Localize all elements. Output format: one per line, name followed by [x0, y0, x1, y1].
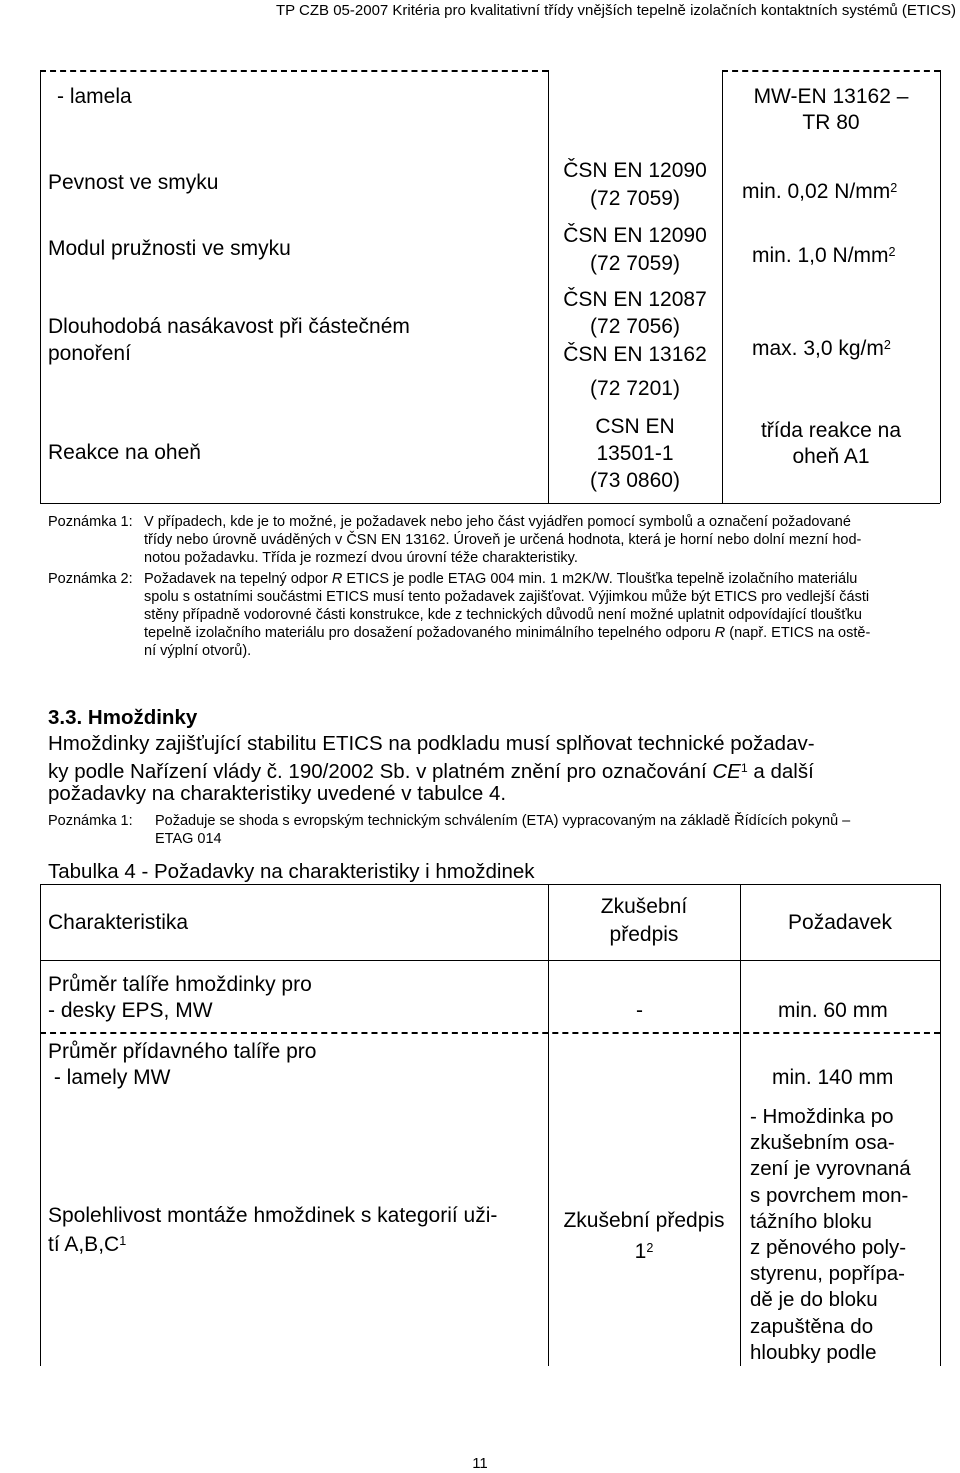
shear-modulus-label: Modul pružnosti ve smyku [48, 237, 291, 260]
anchor-reliability-label-line2: tí $A,B,C^1$ [48, 1233, 127, 1256]
water-absorption-requirement: max. 3,0 $kg/m^2$ [752, 337, 891, 360]
water-absorption-standard-1-code: (72 7056) [590, 315, 680, 338]
section-paragraph-line2: ky podle Nařízení vlády č. 190/2002 Sb. v platném znění pro označování $CE^1$ a další [48, 760, 814, 783]
water-absorption-standard-2-code: (72 7201) [590, 377, 680, 400]
shear-modulus-requirement: min. 1,0 $N/mm^2$ [752, 244, 896, 267]
fire-reaction-standard-number: 13501-1 [596, 442, 674, 465]
anchor-reliability-label-line1: Spolehlivost montáže hmoždinek s kategorií uži- [48, 1204, 498, 1227]
shear-modulus-standard-code: (72 7059) [590, 252, 680, 275]
shear-strength-standard: ČSN EN 12090 [563, 159, 707, 182]
table4-header-requirement: Požadavek [788, 911, 892, 934]
water-absorption-label-line2: ponoření [48, 342, 131, 365]
fire-reaction-standard: CSN EN [595, 415, 675, 438]
section-paragraph-line3: požadavky na charakteristiky uvedené v tabulce 4. [48, 782, 507, 805]
note-2-label: Poznámka 2: [48, 571, 133, 587]
water-absorption-standard-2: ČSN EN 13162 [563, 343, 707, 366]
table4-header-test-line1: Zkušební [600, 895, 688, 918]
table4-caption: Tabulka 4 - Požadavky na charakteristiky i hmoždinek [48, 860, 535, 883]
anchor-reliability-standard-ref: $1^2$ [634, 1240, 654, 1263]
plate-diameter-requirement: min. 60 mm [778, 999, 888, 1022]
fire-reaction-label: Reakce na oheň [48, 441, 201, 464]
page-number: 11 [472, 1455, 488, 1472]
table4-header-test-line2: předpis [609, 923, 679, 946]
fire-reaction-standard-code: (73 0860) [590, 469, 680, 492]
shear-strength-label: Pevnost ve smyku [48, 171, 219, 194]
plate-diameter-label-line2: - desky EPS, MW [48, 999, 213, 1022]
note-1-line2: třídy nebo úrovně uváděných v ČSN EN 13162. Úroveň je určená hodnota, která je horní nebo dolní mezní hod- [144, 532, 862, 548]
note-2-line3: stěny případně vodorovné části konstrukce, kde z technických důvodů není možné uplatnit odpovídající tloušťku [144, 607, 862, 623]
fire-reaction-requirement-line1: třída reakce na [760, 419, 902, 442]
anchor-reliability-requirement: - Hmoždinka po zkušebním osa- zení je vyrovnaná s povrchem mon- tážního bloku z pěnového poly- styrenu, popřípa- dě je do bloku zapuštěna do hloubky podle [750, 1105, 911, 1364]
lamela-requirement-line1: MW-EN 13162 – [753, 85, 909, 108]
running-header: TP CZB 05-2007 Kritéria pro kvalitativní třídy vnějších tepelně izolačních kontaktních systémů (ETICS) [275, 2, 956, 19]
note-2-line5: ní výplní otvorů). [144, 643, 252, 659]
section-note-label: Poznámka 1: [48, 813, 133, 829]
lamela-requirement-line2: TR 80 [802, 111, 860, 134]
section-heading: 3.3. Hmoždinky [48, 706, 198, 729]
water-absorption-standard-1: ČSN EN 12087 [563, 288, 707, 311]
table4-header-characteristic: Charakteristika [48, 911, 189, 934]
note-1-line3: notou požadavku. Třída je rozmezí dvou úrovní téže charakteristiky. [144, 550, 578, 566]
extra-plate-requirement: min. 140 mm [772, 1066, 894, 1089]
shear-strength-standard-code: (72 7059) [590, 187, 680, 210]
anchor-reliability-standard: Zkušební předpis [563, 1209, 725, 1232]
plate-diameter-standard: - [636, 999, 643, 1022]
section-note-line2: ETAG 014 [155, 831, 222, 847]
section-paragraph-line1: Hmoždinky zajišťující stabilitu ETICS na podkladu musí splňovat technické požadav- [48, 732, 815, 755]
water-absorption-label-line1: Dlouhodobá nasákavost při částečném [48, 315, 410, 338]
lamela-label: - lamela [57, 85, 132, 108]
note-2-line2: spolu s ostatními součástmi ETICS musí tento požadavek zajišťovat. Výjimkou může být ETICS pro vedlejší části [144, 589, 870, 605]
note-2-line4: tepelně izolačního materiálu pro dosažení požadovaného minimálního tepelného odporu R (např. ETICS na ostě- [144, 625, 871, 641]
note-1-line1: V případech, kde je to možné, je požadavek nebo jeho část vyjádřen pomocí symbolů a označení požadované [144, 514, 851, 530]
extra-plate-label-line2: - lamely MW [48, 1066, 171, 1089]
extra-plate-label-line1: Průměr přídavného talíře pro [48, 1040, 317, 1063]
note-1-label: Poznámka 1: [48, 514, 133, 530]
shear-modulus-standard: ČSN EN 12090 [563, 224, 707, 247]
fire-reaction-requirement-line2: oheň A1 [792, 445, 870, 468]
section-note-line1: Požaduje se shoda s evropským technickým schválením (ETA) vypracovaným na základě Řídících pokynů – [155, 813, 851, 829]
plate-diameter-label-line1: Průměr talíře hmoždinky pro [48, 973, 312, 996]
shear-strength-requirement: min. 0,02 $N/mm^2$ [742, 180, 898, 203]
note-2-line1: Požadavek na tepelný odpor R ETICS je podle ETAG 004 min. 1 m2K/W. Tloušťka tepelně izolačního materiálu [144, 571, 858, 587]
